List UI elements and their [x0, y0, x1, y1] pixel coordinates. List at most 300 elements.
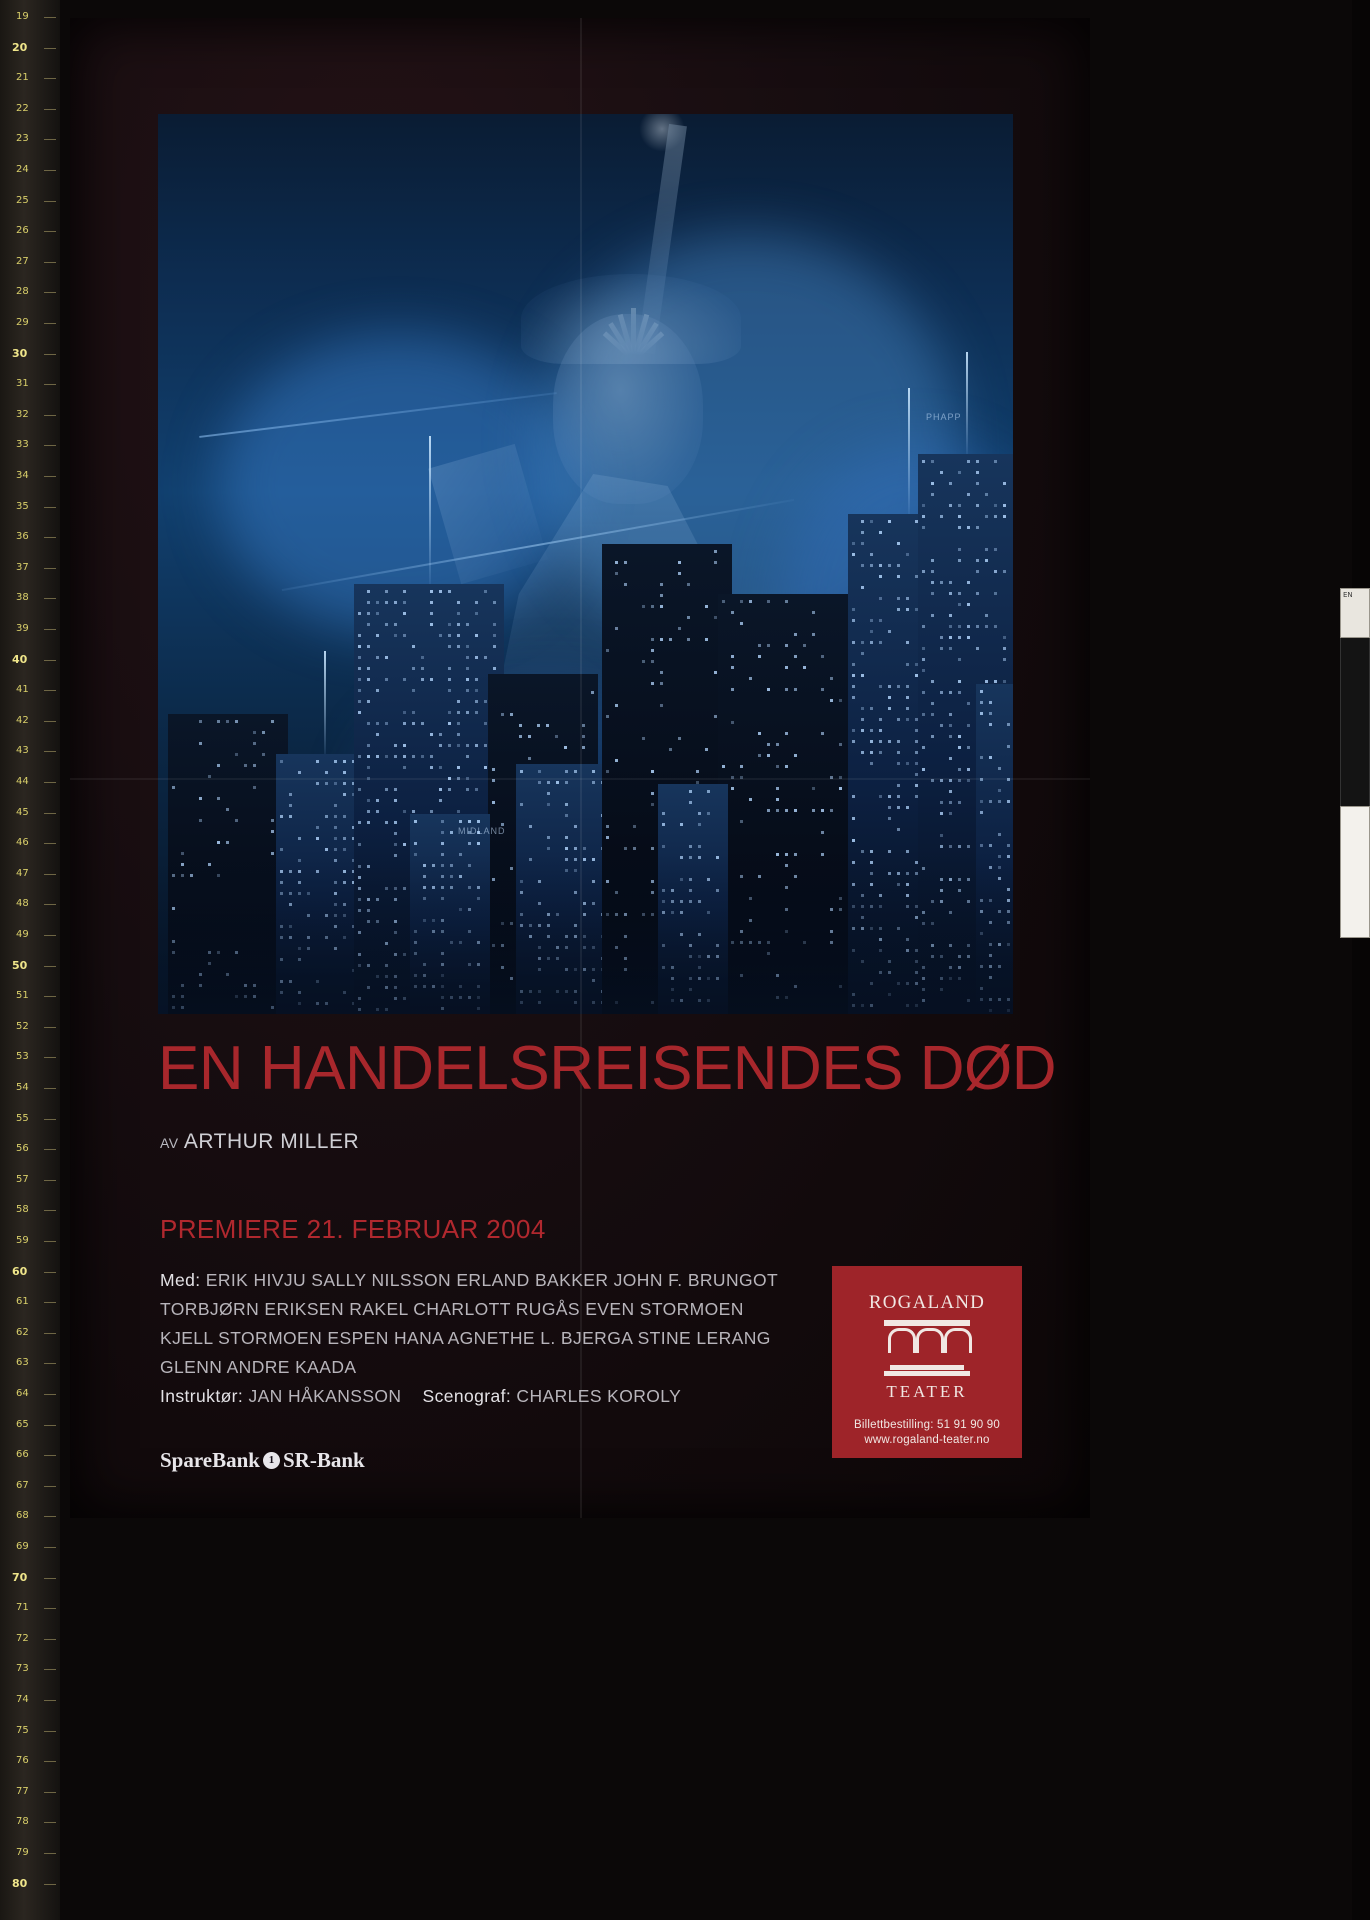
- tower-window: [1007, 800, 1010, 803]
- tower-window: [830, 809, 833, 812]
- designer-name: CHARLES KOROLY: [516, 1386, 682, 1406]
- director-name: JAN HÅKANSSON: [248, 1386, 402, 1406]
- tower-window: [888, 795, 891, 798]
- tower-window: [1003, 482, 1006, 485]
- ruler-tick-label: 57: [16, 1173, 29, 1185]
- tower-window: [897, 751, 900, 754]
- tower-window: [705, 638, 708, 641]
- tower-window: [466, 711, 469, 714]
- tower-window: [662, 812, 665, 815]
- tower-window: [949, 812, 952, 815]
- tower-window: [376, 722, 379, 725]
- ruler-tick-mark: [44, 1516, 56, 1517]
- tower-window: [334, 760, 337, 763]
- tower-window: [412, 810, 415, 813]
- tower-window: [940, 647, 943, 650]
- ruler-tick-label: 67: [16, 1479, 29, 1491]
- tower-window: [888, 685, 891, 688]
- tower-window: [931, 570, 934, 573]
- tower-window: [199, 720, 202, 723]
- tower-window: [931, 735, 934, 738]
- tower-window: [441, 831, 444, 834]
- ruler-tick-label: 49: [16, 929, 29, 940]
- cast-list: [160, 1266, 800, 1382]
- tower-window: [394, 788, 397, 791]
- tower-window: [367, 678, 370, 681]
- tower-window: [226, 720, 229, 723]
- tower-window: [289, 793, 292, 796]
- tower-window: [879, 619, 882, 622]
- tower-window: [897, 564, 900, 567]
- tower-window: [731, 787, 734, 790]
- tower-window: [358, 634, 361, 637]
- ruler-tick-mark: [44, 262, 56, 263]
- poster-author: [160, 1130, 359, 1154]
- tower-window: [998, 767, 1001, 770]
- tower-window: [457, 733, 460, 736]
- tower-window: [794, 688, 797, 691]
- tower-window: [861, 531, 864, 534]
- ruler-tick-label: 40: [12, 652, 28, 666]
- tower-window: [403, 711, 406, 714]
- tower-window: [888, 806, 891, 809]
- tower-window: [888, 696, 891, 699]
- tower-window: [394, 843, 397, 846]
- tower-window: [967, 724, 970, 727]
- tower-window: [985, 493, 988, 496]
- tower-window: [967, 493, 970, 496]
- paper-fold-horizontal: [70, 778, 1090, 780]
- tower-window: [358, 843, 361, 846]
- tower-window: [852, 674, 855, 677]
- tower-window: [870, 740, 873, 743]
- ruler-tick-mark: [44, 1027, 56, 1028]
- ruler-tick-label: 46: [16, 837, 29, 849]
- tower-window: [897, 608, 900, 611]
- tower-window: [879, 531, 882, 534]
- ruler-tick-mark: [44, 660, 56, 661]
- tower-window: [949, 592, 952, 595]
- ruler-tick-label: 19: [16, 11, 29, 22]
- tower-window: [477, 842, 480, 845]
- tower-window: [217, 797, 220, 800]
- tower-window: [776, 743, 779, 746]
- tower-window: [466, 744, 469, 747]
- tower-window: [931, 713, 934, 716]
- tower-window: [564, 746, 567, 749]
- tower-window: [343, 760, 346, 763]
- tower-window: [870, 850, 873, 853]
- tower-window: [812, 787, 815, 790]
- tower-window: [466, 755, 469, 758]
- tower-window: [906, 641, 909, 644]
- ruler-tick-mark: [44, 1731, 56, 1732]
- tower-window: [430, 810, 433, 813]
- tower-window: [367, 722, 370, 725]
- tower-window: [376, 634, 379, 637]
- tower-window: [468, 820, 471, 823]
- tower-window: [985, 559, 988, 562]
- tower-window: [660, 704, 663, 707]
- tower-window: [906, 718, 909, 721]
- ruler-tick-mark: [44, 384, 56, 385]
- tower-window: [812, 611, 815, 614]
- tower-window: [958, 526, 961, 529]
- tower-window: [980, 712, 983, 715]
- tower-window: [466, 645, 469, 648]
- tower-window: [794, 754, 797, 757]
- theatre-emblem-icon: [884, 1320, 970, 1372]
- ruler-tick-label: 30: [12, 346, 28, 360]
- tower-window: [298, 771, 301, 774]
- tower-window: [592, 781, 595, 784]
- tower-window: [651, 792, 654, 795]
- tower-window: [262, 731, 265, 734]
- ruler-tick-label: 80: [12, 1876, 28, 1890]
- tower-window: [385, 755, 388, 758]
- tower-window: [430, 623, 433, 626]
- tower-window: [830, 677, 833, 680]
- tower-window: [367, 755, 370, 758]
- tower-window: [556, 781, 559, 784]
- ruler-tick-label: 34: [16, 470, 29, 481]
- tower-window: [731, 688, 734, 691]
- tower-window: [967, 768, 970, 771]
- theatre-name: ROGALAND: [868, 1292, 986, 1313]
- tower-window: [414, 820, 417, 823]
- tower-window: [547, 836, 550, 839]
- tower-window: [253, 731, 256, 734]
- tower-window: [235, 819, 238, 822]
- author-name: ARTHUR MILLER: [183, 1130, 360, 1153]
- tower-window: [888, 630, 891, 633]
- tower-window: [475, 634, 478, 637]
- tower-window: [689, 845, 692, 848]
- tower-window: [439, 634, 442, 637]
- tower-window: [821, 732, 824, 735]
- tower-window: [606, 825, 609, 828]
- tower-window: [262, 753, 265, 756]
- tower-window: [879, 597, 882, 600]
- ruler-tick-mark: [44, 1241, 56, 1242]
- tower-window: [466, 623, 469, 626]
- tower-window: [289, 804, 292, 807]
- tower-window: [888, 707, 891, 710]
- theatre-website[interactable]: www.rogaland-teater.no: [864, 1434, 990, 1446]
- tower-window: [343, 815, 346, 818]
- author-prefix: AV: [160, 1135, 179, 1151]
- tower-window: [457, 601, 460, 604]
- tower-window: [475, 678, 478, 681]
- tower-window: [906, 597, 909, 600]
- tower-window: [591, 691, 594, 694]
- ruler-tick-mark: [44, 1639, 56, 1640]
- tower-window: [385, 590, 388, 593]
- ruler-tick-mark: [44, 415, 56, 416]
- ruler-tick-mark: [44, 1547, 56, 1548]
- tower-window: [949, 724, 952, 727]
- tower-window: [989, 756, 992, 759]
- tower-window: [358, 656, 361, 659]
- tower-window: [367, 810, 370, 813]
- tower-window: [651, 605, 654, 608]
- tower-window: [852, 696, 855, 699]
- tower-window: [367, 645, 370, 648]
- tower-window: [731, 611, 734, 614]
- ruler-tick-label: 73: [16, 1663, 29, 1675]
- ruler-tick-mark: [44, 568, 56, 569]
- tower-window: [994, 625, 997, 628]
- tower-window: [606, 649, 609, 652]
- tower-window: [776, 798, 779, 801]
- tower-window: [271, 720, 274, 723]
- tower-window: [1007, 745, 1010, 748]
- tower-window: [615, 561, 618, 564]
- ruler-tick-mark: [44, 721, 56, 722]
- ruler-tick-mark: [44, 139, 56, 140]
- tower-window: [412, 711, 415, 714]
- tower-window: [870, 619, 873, 622]
- tower-window: [839, 743, 842, 746]
- tower-window: [958, 691, 961, 694]
- tower-window: [466, 656, 469, 659]
- cast-line-text: TORBJØRN ERIKSEN RAKEL CHARLOTT RUGÅS EVEN STORMOEN: [160, 1299, 744, 1319]
- tower-window: [367, 821, 370, 824]
- ruler-tick-label: 24: [16, 164, 29, 175]
- tower-window: [989, 712, 992, 715]
- tower-window: [430, 612, 433, 615]
- tower-window: [922, 691, 925, 694]
- tower-window: [583, 847, 586, 850]
- tower-window: [821, 831, 824, 834]
- tower-window: [565, 803, 568, 806]
- tower-window: [633, 847, 636, 850]
- tower-window: [528, 757, 531, 760]
- tower-window: [662, 823, 665, 826]
- tower-window: [1003, 504, 1006, 507]
- tower-window: [1007, 723, 1010, 726]
- tower-antenna: [908, 388, 910, 514]
- tower-window: [466, 788, 469, 791]
- ruler-tick-mark: [44, 476, 56, 477]
- tower-window: [931, 559, 934, 562]
- ruler-tick-label: 41: [16, 684, 29, 696]
- tower-window: [767, 743, 770, 746]
- tower-window: [897, 575, 900, 578]
- tower-window: [403, 810, 406, 813]
- tower-window: [394, 821, 397, 824]
- statue-tablet: [428, 444, 548, 584]
- ruler-tick-label: 70: [12, 1570, 28, 1584]
- tower-window: [980, 800, 983, 803]
- ruler-tick-label: 52: [16, 1020, 29, 1032]
- tower-window: [888, 817, 891, 820]
- ruler-tick-mark: [44, 1272, 56, 1273]
- tower-window: [958, 746, 961, 749]
- tower-window: [740, 765, 743, 768]
- tower-window: [574, 825, 577, 828]
- tower-window: [776, 787, 779, 790]
- ruler-tick-mark: [44, 935, 56, 936]
- tower-window: [922, 526, 925, 529]
- tower-window: [922, 625, 925, 628]
- tower-window: [931, 680, 934, 683]
- tower-window: [985, 515, 988, 518]
- tower-window: [767, 688, 770, 691]
- tower-window: [403, 843, 406, 846]
- tower-window: [334, 804, 337, 807]
- tower-window: [958, 801, 961, 804]
- tower-window: [468, 842, 471, 845]
- booking-phone: Billettbestilling: 51 91 90 90: [853, 1419, 1000, 1431]
- tower-window: [430, 601, 433, 604]
- tower-window: [976, 592, 979, 595]
- ruler-tick-mark: [44, 690, 56, 691]
- tower-window: [698, 823, 701, 826]
- ruler-tick-mark: [44, 1486, 56, 1487]
- tower-window: [520, 803, 523, 806]
- tower-window: [922, 647, 925, 650]
- designer-label: Scenograf:: [422, 1386, 512, 1406]
- ruler-tick-label: 27: [16, 255, 29, 267]
- ruler-tick-mark: [44, 996, 56, 997]
- tower-window: [484, 700, 487, 703]
- ruler-tick-label: 32: [16, 408, 29, 420]
- tower-window: [767, 809, 770, 812]
- tower-window: [967, 746, 970, 749]
- tower-window: [749, 798, 752, 801]
- tower-window: [316, 837, 319, 840]
- tower-window: [376, 612, 379, 615]
- tower-window: [642, 737, 645, 740]
- tower-window: [385, 678, 388, 681]
- tower-window: [325, 848, 328, 851]
- ruler-tick-mark: [44, 231, 56, 232]
- tower-window: [457, 766, 460, 769]
- tower-window: [547, 803, 550, 806]
- tower-window: [803, 644, 806, 647]
- tower-window: [199, 797, 202, 800]
- tower-window: [821, 655, 824, 658]
- tower-window: [642, 660, 645, 663]
- ruler-tick-mark: [44, 323, 56, 324]
- emblem-base: [890, 1365, 964, 1370]
- tower-window: [785, 666, 788, 669]
- tower-window: [367, 667, 370, 670]
- tower-window: [358, 821, 361, 824]
- ruler-tick-mark: [44, 1333, 56, 1334]
- tower-window: [421, 656, 424, 659]
- tower-window: [448, 645, 451, 648]
- tower-window: [477, 820, 480, 823]
- tower-window: [678, 627, 681, 630]
- tower-window: [358, 755, 361, 758]
- tower-antenna: [429, 436, 431, 584]
- tower-window: [316, 782, 319, 785]
- tower-window: [861, 520, 864, 523]
- ruler-tick-label: 42: [16, 714, 29, 726]
- tower-window: [358, 700, 361, 703]
- harbour-water: [158, 854, 1013, 1014]
- tower-window: [870, 641, 873, 644]
- tower-window: [582, 735, 585, 738]
- tower-window: [931, 702, 934, 705]
- ruler-tick-label: 44: [16, 776, 29, 787]
- cast-line: [160, 1295, 800, 1324]
- tower-window: [958, 680, 961, 683]
- tower-window: [758, 754, 761, 757]
- tower-window: [475, 700, 478, 703]
- tower-window: [334, 826, 337, 829]
- ruler-tick-mark: [44, 966, 56, 967]
- tower-window: [475, 601, 478, 604]
- tower-window: [980, 844, 983, 847]
- tower-window: [870, 564, 873, 567]
- tower-window: [852, 663, 855, 666]
- tower-window: [870, 520, 873, 523]
- ruler-tick-label: 76: [16, 1755, 29, 1767]
- tower-window: [888, 564, 891, 567]
- tower-window: [412, 689, 415, 692]
- tower-window: [457, 645, 460, 648]
- tower-window: [879, 751, 882, 754]
- ruler-tick-mark: [44, 537, 56, 538]
- tower-window: [493, 645, 496, 648]
- tower-window: [785, 809, 788, 812]
- tower-window: [994, 592, 997, 595]
- tower-window: [1007, 844, 1010, 847]
- director-label: Instruktør:: [160, 1386, 244, 1406]
- tower-window: [707, 790, 710, 793]
- tower-window: [565, 770, 568, 773]
- ruler-tick-label: 36: [16, 531, 29, 543]
- tower-window: [803, 666, 806, 669]
- tower-window: [949, 482, 952, 485]
- tower-window: [949, 713, 952, 716]
- tower-window: [582, 724, 585, 727]
- tower-window: [430, 733, 433, 736]
- tower-window: [199, 742, 202, 745]
- tower-window: [537, 724, 540, 727]
- tower-window: [707, 812, 710, 815]
- tower-window: [492, 801, 495, 804]
- tower-window: [967, 702, 970, 705]
- building-sign: MIDLAND: [458, 826, 506, 836]
- tower-window: [226, 808, 229, 811]
- tower-window: [457, 623, 460, 626]
- tower-window: [394, 623, 397, 626]
- tower-window: [830, 699, 833, 702]
- tower-window: [466, 689, 469, 692]
- ruler-tick-mark: [44, 1210, 56, 1211]
- tower-window: [958, 625, 961, 628]
- ruler-tick-label: 37: [16, 561, 29, 573]
- ruler-tick-label: 59: [16, 1235, 29, 1246]
- tower-window: [430, 766, 433, 769]
- tower-window: [367, 766, 370, 769]
- tower-window: [484, 656, 487, 659]
- ruler-tick-label: 39: [16, 623, 29, 634]
- tower-window: [217, 841, 220, 844]
- tower-window: [897, 806, 900, 809]
- tower-window: [343, 771, 346, 774]
- tower-window: [967, 845, 970, 848]
- ruler-tick-label: 26: [16, 225, 29, 237]
- tower-window: [861, 564, 864, 567]
- tower-window: [689, 801, 692, 804]
- tower-window: [861, 586, 864, 589]
- tower-window: [1003, 680, 1006, 683]
